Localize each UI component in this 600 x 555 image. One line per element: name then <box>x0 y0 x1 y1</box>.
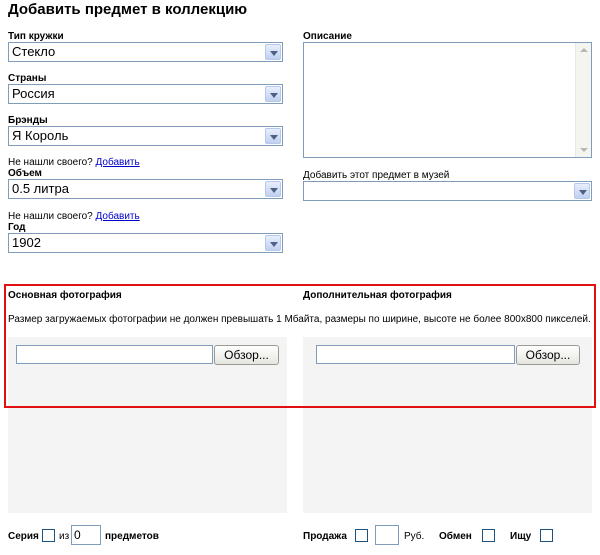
mug-type-value: Стекло <box>12 44 56 59</box>
add-brand-link[interactable]: Добавить <box>95 157 140 168</box>
description-label: Описание <box>303 31 352 42</box>
museum-select[interactable] <box>303 181 592 201</box>
scroll-up-icon[interactable] <box>576 43 591 58</box>
of-label: из <box>59 531 70 542</box>
description-textarea[interactable] <box>303 42 592 158</box>
items-label: предметов <box>105 531 159 542</box>
currency-label: Руб. <box>404 531 425 542</box>
sale-checkbox[interactable] <box>355 529 368 542</box>
exchange-checkbox[interactable] <box>482 529 495 542</box>
description-scrollbar[interactable] <box>575 43 591 157</box>
series-checkbox[interactable] <box>42 529 55 542</box>
highlight-frame <box>4 284 596 408</box>
country-select[interactable] <box>8 84 283 104</box>
sale-label: Продажа <box>303 531 347 542</box>
seek-checkbox[interactable] <box>540 529 553 542</box>
photo-size-note: Размер загружаемых фотографии не должен превышать 1 Мбайта, размеры по ширине, высоте не более 800x800 пикселей. <box>8 314 591 325</box>
mug-type-select[interactable] <box>8 42 283 62</box>
main-photo-browse-button[interactable]: Обзор... <box>214 345 279 365</box>
series-count-input[interactable]: 0 <box>71 525 101 545</box>
year-value: 1902 <box>12 235 41 250</box>
extra-photo-title: Дополнительная фотография <box>303 290 452 301</box>
brand-value: Я Король <box>12 128 69 143</box>
volume-value: 0.5 литра <box>12 181 69 196</box>
page-title: Добавить предмет в коллекцию <box>8 1 248 18</box>
chevron-down-icon[interactable] <box>265 44 281 60</box>
not-found-text: Не нашли своего? <box>8 157 93 168</box>
chevron-down-icon[interactable] <box>265 235 281 251</box>
country-value: Россия <box>12 86 55 101</box>
scroll-down-icon[interactable] <box>576 142 591 157</box>
chevron-down-icon[interactable] <box>265 86 281 102</box>
country-label: Страны <box>8 73 47 84</box>
chevron-down-icon[interactable] <box>265 181 281 197</box>
volume-label: Объем <box>8 168 42 179</box>
year-label: Год <box>8 222 26 233</box>
not-found-text: Не нашли своего? <box>8 211 93 222</box>
brand-select[interactable] <box>8 126 283 146</box>
exchange-label: Обмен <box>439 531 472 542</box>
extra-photo-browse-button[interactable]: Обзор... <box>516 345 580 365</box>
volume-select[interactable] <box>8 179 283 199</box>
year-select[interactable] <box>8 233 283 253</box>
series-label: Серия <box>8 531 39 542</box>
mug-type-label: Тип кружки <box>8 31 64 42</box>
not-found-hint <box>8 211 140 223</box>
chevron-down-icon[interactable] <box>265 128 281 144</box>
price-input[interactable] <box>375 525 399 545</box>
chevron-down-icon[interactable] <box>574 183 590 199</box>
museum-label: Добавить этот предмет в музей <box>303 170 450 181</box>
seek-label: Ищу <box>510 531 532 542</box>
main-photo-title: Основная фотография <box>8 290 122 301</box>
add-volume-link[interactable]: Добавить <box>95 211 140 222</box>
brand-label: Брэнды <box>8 115 48 126</box>
